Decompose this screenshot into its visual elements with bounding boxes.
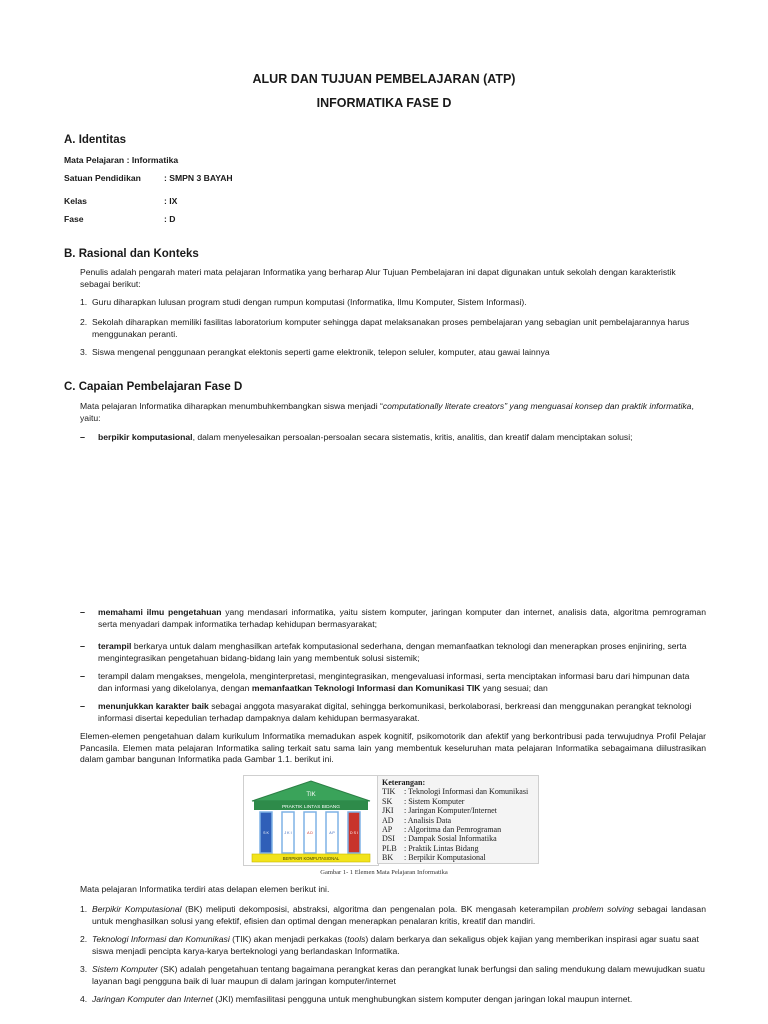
- pillar-label: A P: [329, 831, 335, 835]
- pillar-label: D S I: [350, 831, 358, 835]
- kelas-value: : IX: [164, 196, 178, 206]
- rasional-intro: Penulis adalah pengarah materi mata pelajaran Informatika yang berharap Alur Tujuan Pembelajaran ini dapat digunakan untuk sekolah dengan karakteristik sebagai berikut:: [80, 267, 676, 289]
- elemen-item-text: Jaringan Komputer dan Internet (JKI) memfasilitasi pengguna untuk menghubungkan sistem komputer dengan jaringan lokal maupun internet.: [92, 994, 633, 1004]
- legend-item: PLB : Praktik Lintas Bidang: [382, 843, 479, 853]
- bullet-dash: –: [80, 641, 86, 651]
- capaian-bullet: terampil berkarya untuk dalam menghasilkan artefak komputasional sederhana, dengan memanfaatkan teknologi dan menerapkan proses enjiniring, serta mengintegrasikan pengetahuan bidang-bidang lain yang membentuk solusi sistemik;: [98, 641, 687, 663]
- kelas-label: Kelas: [64, 196, 87, 206]
- capaian-bullet: menunjukkan karakter baik sebagai anggota masyarakat digital, sehingga berkomunikasi, berkolaborasi, berkreasi dan menggunakan perangkat teknologi informasi disertai kepedulian terhadap dampaknya dalam kehidupan bermasyarakat.: [98, 701, 692, 723]
- elemen-item-number: 1.: [80, 904, 88, 914]
- legend-item: DSI : Dampak Sosial Informatika: [382, 834, 497, 844]
- mata-pelajaran-label: Mata Pelajaran : Informatika: [64, 155, 179, 165]
- bullet-dash: –: [80, 432, 86, 442]
- elemen-paragraph: Elemen-elemen pengetahuan dalam kurikulum Informatika memadukan aspek kognitif, psikomotorik dan afektif yang berkontribusi pada terwujudnya Profil Pelajar Pancasila. Elemen mata pelajaran Informatika saling terkait satu sama lain yang membentuk keseluruhan mata pelajaran Informatika sebagaimana diilustrasikan dalam gambar bangunan Informatika pada Gambar 1.1. berikut ini.: [80, 731, 706, 764]
- rasional-item-number: 2.: [80, 317, 88, 327]
- section-heading-identitas: A. Identitas: [64, 134, 126, 146]
- fase-label: Fase: [64, 214, 84, 224]
- base-label: BERPIKIR KOMPUTASIONAL: [282, 856, 340, 861]
- roof-label: TIK: [306, 792, 316, 798]
- band-label: PRAKTIK LINTAS BIDANG: [281, 805, 341, 810]
- satuan-pendidikan-value: : SMPN 3 BAYAH: [164, 173, 233, 183]
- rasional-item-text: Sekolah diharapkan memiliki fasilitas laboratorium komputer sehingga dapat melaksanakan proses pembelajaran yang sebagian unit pembelajarannya harus menggunakan peranti.: [92, 317, 690, 339]
- legend-item: JKI : Jaringan Komputer/Internet: [382, 806, 497, 816]
- rasional-item-number: 1.: [80, 297, 88, 307]
- satuan-pendidikan-label: Satuan Pendidikan: [64, 173, 141, 183]
- document-title: ALUR DAN TUJUAN PEMBELAJARAN (ATP): [252, 72, 516, 86]
- pillar-label: S K: [263, 831, 269, 835]
- legend-item: SK : Sistem Komputer: [382, 796, 465, 806]
- capaian-bullet: memahami ilmu pengetahuan yang mendasari informatika, yaitu sistem komputer, jaringan komputer dan internet, analisis data, algoritma pemrograman serta menyadari dampak informatika terhadap kehidupan bermasyarakat;: [98, 607, 706, 629]
- legend-item: TIK : Teknologi Informasi dan Komunikasi: [382, 787, 529, 797]
- legend-item: AD : Analisis Data: [382, 815, 452, 825]
- figure-caption: Gambar 1- 1 Elemen Mata Pelajaran Informatika: [320, 869, 448, 876]
- elemen-intro: Mata pelajaran Informatika terdiri atas delapan elemen berikut ini.: [80, 884, 330, 894]
- legend-item: BK : Berpikir Komputasional: [382, 853, 486, 863]
- capaian-bullet: terampil dalam mengakses, mengelola, menginterpretasi, mengintegrasikan, mengevaluasi informasi, serta menciptakan informasi baru dari himpunan data dan informasi yang dikelolanya, dengan memanfaatkan Teknologi Informasi dan Komunikasi TIK yang sesuai; dan: [98, 671, 690, 693]
- document-subtitle: INFORMATIKA FASE D: [316, 96, 452, 110]
- elemen-item-text: Teknologi Informasi dan Komunikasi (TIK) akan menjadi perkakas (tools) dalam berkarya dan sekaligus objek kajian yang memberikan inspirasi agar suatu saat siswa menjadi pencipta karya-karya berteknologi yang berlandaskan Informatika.: [92, 934, 699, 956]
- pillar-label: A D: [307, 831, 313, 835]
- section-heading-rasional: B. Rasional dan Konteks: [64, 248, 199, 260]
- rasional-item-number: 3.: [80, 347, 88, 357]
- bullet-dash: –: [80, 701, 86, 711]
- elemen-item-number: 4.: [80, 994, 88, 1004]
- capaian-intro: Mata pelajaran Informatika diharapkan menumbuhkembangkan siswa menjadi “computationally literate creators” yang menguasai konsep dan praktik informatika, yaitu:: [80, 401, 694, 423]
- informatika-building-figure: [243, 775, 379, 866]
- bullet-dash: –: [80, 671, 86, 681]
- building-diagram: [244, 776, 378, 865]
- capaian-bullet: berpikir komputasional, dalam menyelesaikan persoalan-persoalan secara sistematis, kritis, analitis, dan kreatif dalam menciptakan solusi;: [98, 432, 633, 442]
- rasional-item-text: Siswa mengenal penggunaan perangkat elektonis seperti game elektronik, telepon seluler, komputer, atau gawai lainnya: [92, 347, 550, 357]
- section-heading-capaian: C. Capaian Pembelajaran Fase D: [64, 381, 243, 393]
- roof-tik: [252, 781, 370, 801]
- pillar-label: J K I: [284, 831, 292, 835]
- figure-legend: [377, 775, 539, 864]
- legend-title: Keterangan:: [382, 778, 426, 787]
- legend-item: AP : Algoritma dan Pemrograman: [382, 825, 502, 835]
- rasional-item-text: Guru diharapkan lulusan program studi dengan rumpun komputasi (Informatika, Ilmu Komputer, Sistem Informasi).: [92, 297, 527, 307]
- bullet-dash: –: [80, 607, 86, 617]
- fase-value: : D: [164, 214, 176, 224]
- elemen-item-text: Sistem Komputer (SK) adalah pengetahuan tentang bagaimana perangkat keras dan perangkat lunak berfungsi dan saling mendukung dalam mewujudkan suatu layanan bagi pengguna baik di luar maupun di dalam jaringan komputer/internet: [92, 964, 705, 986]
- elemen-item-number: 3.: [80, 964, 88, 974]
- elemen-item-text: Berpikir Komputasional (BK) meliputi dekomposisi, abstraksi, algoritma dan pengenalan pola. BK mengasah keterampilan problem solving sebagai landasan untuk menghasilkan solusi yang efektif, efisien dan optimal dengan menerapkan penalaran kritis, kreatif dan mandiri.: [92, 904, 706, 926]
- elemen-item-number: 2.: [80, 934, 88, 944]
